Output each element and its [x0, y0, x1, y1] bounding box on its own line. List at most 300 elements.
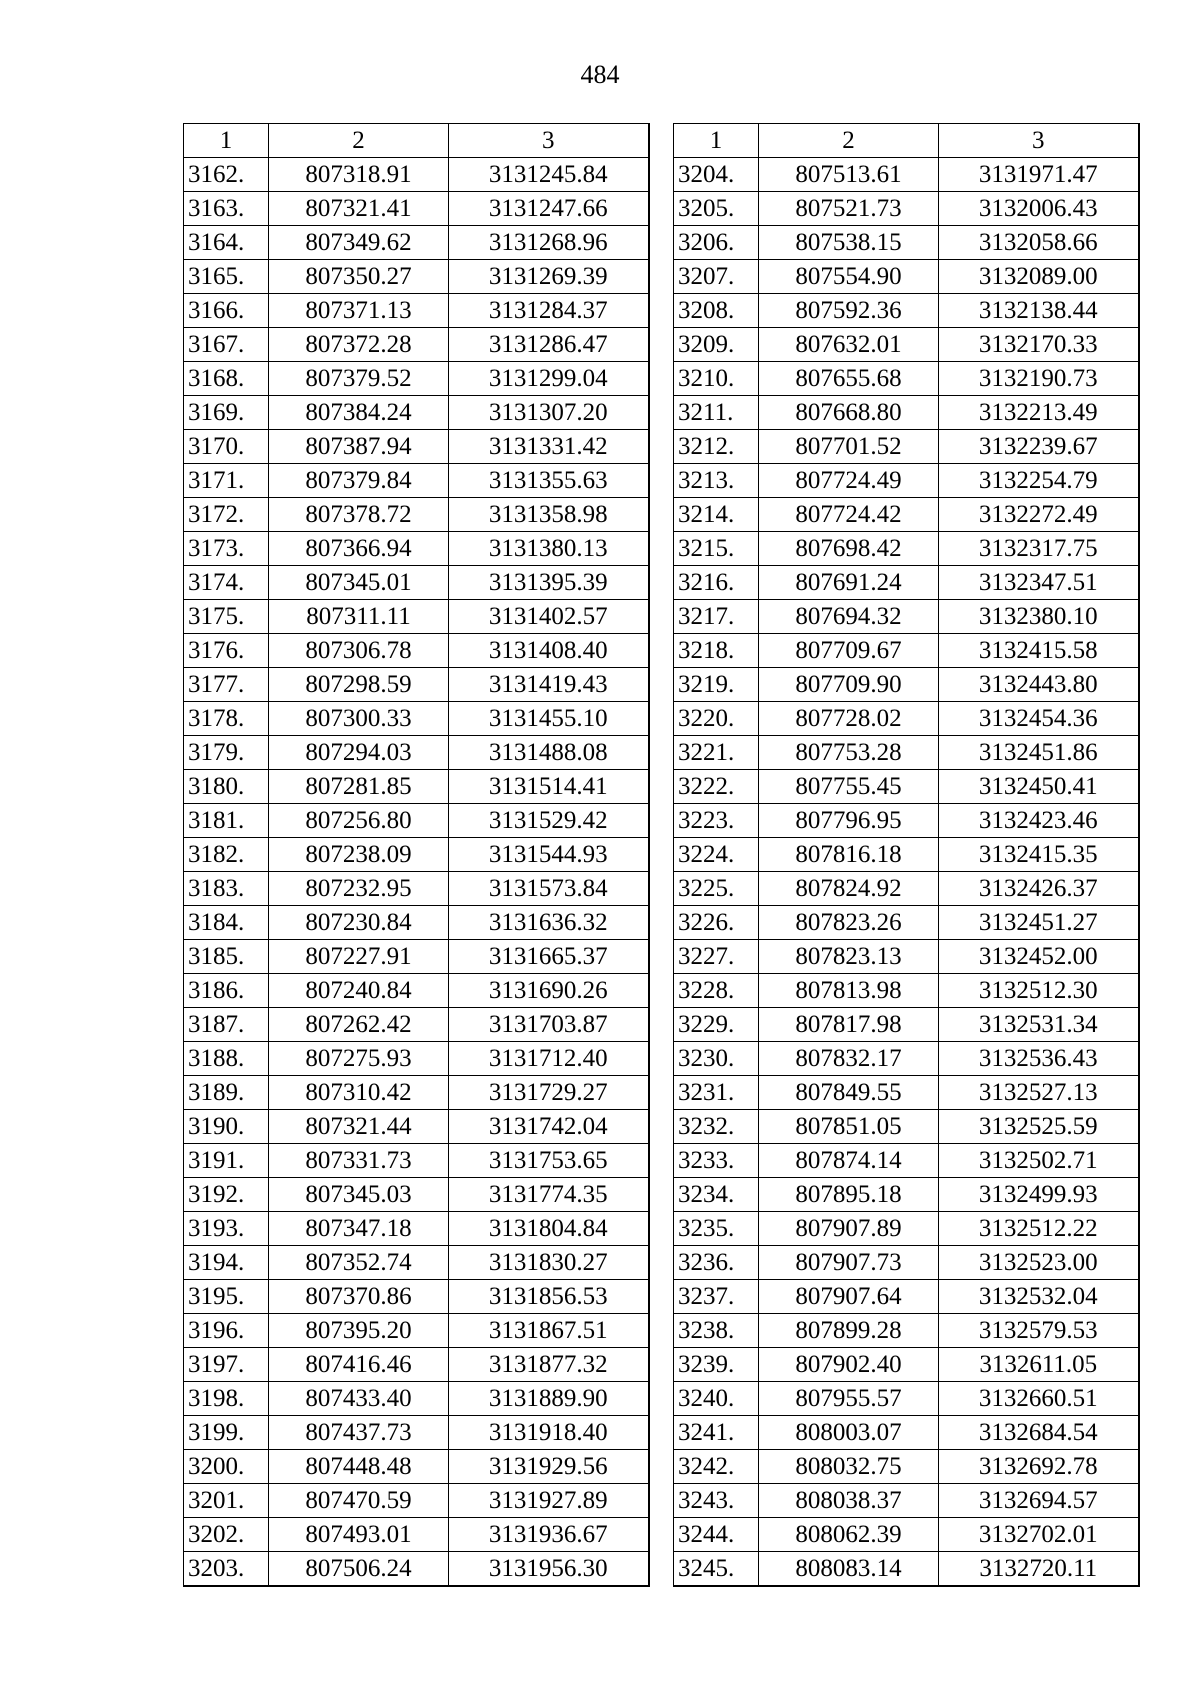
y-coordinate-cell: 3131355.63 — [449, 464, 649, 498]
point-number-cell: 3190. — [184, 1110, 269, 1144]
y-coordinate-cell: 3132450.41 — [939, 770, 1139, 804]
x-coordinate-cell: 807349.62 — [269, 226, 449, 260]
x-coordinate-cell: 807437.73 — [269, 1416, 449, 1450]
x-coordinate-cell: 807372.28 — [269, 328, 449, 362]
table-row — [184, 294, 649, 328]
y-coordinate-cell: 3131488.08 — [449, 736, 649, 770]
table-row — [184, 1416, 649, 1450]
x-coordinate-cell: 807227.91 — [269, 940, 449, 974]
table-row — [674, 804, 1139, 838]
table-row — [674, 430, 1139, 464]
y-coordinate-cell: 3132579.53 — [939, 1314, 1139, 1348]
table-row — [674, 192, 1139, 226]
point-number-cell: 3172. — [184, 498, 269, 532]
x-coordinate-cell: 808083.14 — [759, 1552, 939, 1587]
x-coordinate-cell: 807632.01 — [759, 328, 939, 362]
x-coordinate-cell: 807655.68 — [759, 362, 939, 396]
point-number-cell: 3197. — [184, 1348, 269, 1382]
point-number-cell: 3203. — [184, 1552, 269, 1587]
table-row — [184, 1348, 649, 1382]
y-coordinate-cell: 3132502.71 — [939, 1144, 1139, 1178]
table-row — [184, 1144, 649, 1178]
y-coordinate-cell: 3131830.27 — [449, 1246, 649, 1280]
point-number-cell: 3198. — [184, 1382, 269, 1416]
point-number-cell: 3173. — [184, 532, 269, 566]
table-row — [184, 192, 649, 226]
y-coordinate-cell: 3132443.80 — [939, 668, 1139, 702]
table-row — [674, 328, 1139, 362]
x-coordinate-cell: 807387.94 — [269, 430, 449, 464]
table-row — [674, 1076, 1139, 1110]
point-number-cell: 3193. — [184, 1212, 269, 1246]
point-number-cell: 3214. — [674, 498, 759, 532]
point-number-cell: 3196. — [184, 1314, 269, 1348]
table-row — [184, 600, 649, 634]
x-coordinate-cell: 807493.01 — [269, 1518, 449, 1552]
point-number-cell: 3166. — [184, 294, 269, 328]
table-row — [184, 1008, 649, 1042]
y-coordinate-cell: 3131408.40 — [449, 634, 649, 668]
point-number-cell: 3184. — [184, 906, 269, 940]
x-coordinate-cell: 808038.37 — [759, 1484, 939, 1518]
x-coordinate-cell: 807281.85 — [269, 770, 449, 804]
point-number-cell: 3170. — [184, 430, 269, 464]
table-row — [184, 1076, 649, 1110]
table-row — [674, 294, 1139, 328]
point-number-cell: 3225. — [674, 872, 759, 906]
x-coordinate-cell: 807538.15 — [759, 226, 939, 260]
point-number-cell: 3245. — [674, 1552, 759, 1587]
x-coordinate-cell: 807416.46 — [269, 1348, 449, 1382]
point-number-cell: 3237. — [674, 1280, 759, 1314]
x-coordinate-cell: 807824.92 — [759, 872, 939, 906]
y-coordinate-cell: 3131877.32 — [449, 1348, 649, 1382]
y-coordinate-cell: 3132499.93 — [939, 1178, 1139, 1212]
point-number-cell: 3228. — [674, 974, 759, 1008]
coordinates-table-right — [673, 123, 1140, 1587]
table-row — [184, 872, 649, 906]
table-row — [674, 362, 1139, 396]
y-coordinate-cell: 3132415.58 — [939, 634, 1139, 668]
point-number-cell: 3242. — [674, 1450, 759, 1484]
y-coordinate-cell: 3132684.54 — [939, 1416, 1139, 1450]
point-number-cell: 3223. — [674, 804, 759, 838]
x-coordinate-cell: 807345.03 — [269, 1178, 449, 1212]
y-coordinate-cell: 3131573.84 — [449, 872, 649, 906]
y-coordinate-cell: 3131889.90 — [449, 1382, 649, 1416]
table-row — [674, 1314, 1139, 1348]
point-number-cell: 3216. — [674, 566, 759, 600]
x-coordinate-cell: 807506.24 — [269, 1552, 449, 1587]
y-coordinate-cell: 3131380.13 — [449, 532, 649, 566]
point-number-cell: 3208. — [674, 294, 759, 328]
y-coordinate-cell: 3131742.04 — [449, 1110, 649, 1144]
x-coordinate-cell: 807311.11 — [269, 600, 449, 634]
table-row — [674, 1416, 1139, 1450]
y-coordinate-cell: 3132213.49 — [939, 396, 1139, 430]
x-coordinate-cell: 807849.55 — [759, 1076, 939, 1110]
point-number-cell: 3234. — [674, 1178, 759, 1212]
y-coordinate-cell: 3132660.51 — [939, 1382, 1139, 1416]
x-coordinate-cell: 807350.27 — [269, 260, 449, 294]
x-coordinate-cell: 807352.74 — [269, 1246, 449, 1280]
table-row — [674, 1178, 1139, 1212]
point-number-cell: 3240. — [674, 1382, 759, 1416]
point-number-cell: 3178. — [184, 702, 269, 736]
header-cell-y: 3 — [449, 124, 649, 158]
table-row — [184, 464, 649, 498]
x-coordinate-cell: 807347.18 — [269, 1212, 449, 1246]
x-coordinate-cell: 807395.20 — [269, 1314, 449, 1348]
point-number-cell: 3171. — [184, 464, 269, 498]
y-coordinate-cell: 3131867.51 — [449, 1314, 649, 1348]
y-coordinate-cell: 3131269.39 — [449, 260, 649, 294]
table-row — [674, 464, 1139, 498]
table-row — [184, 668, 649, 702]
y-coordinate-cell: 3132058.66 — [939, 226, 1139, 260]
table-header-row — [674, 124, 1139, 158]
x-coordinate-cell: 807813.98 — [759, 974, 939, 1008]
point-number-cell: 3180. — [184, 770, 269, 804]
table-row — [674, 260, 1139, 294]
table-row — [674, 1008, 1139, 1042]
x-coordinate-cell: 807240.84 — [269, 974, 449, 1008]
y-coordinate-cell: 3131402.57 — [449, 600, 649, 634]
table-row — [184, 906, 649, 940]
table-row — [674, 1348, 1139, 1382]
table-row — [184, 974, 649, 1008]
y-coordinate-cell: 3132525.59 — [939, 1110, 1139, 1144]
x-coordinate-cell: 807899.28 — [759, 1314, 939, 1348]
point-number-cell: 3241. — [674, 1416, 759, 1450]
y-coordinate-cell: 3131690.26 — [449, 974, 649, 1008]
y-coordinate-cell: 3132347.51 — [939, 566, 1139, 600]
table-row — [184, 1212, 649, 1246]
table-row — [674, 770, 1139, 804]
table-row — [184, 804, 649, 838]
x-coordinate-cell: 807370.86 — [269, 1280, 449, 1314]
y-coordinate-cell: 3132190.73 — [939, 362, 1139, 396]
table-row — [184, 1314, 649, 1348]
y-coordinate-cell: 3131856.53 — [449, 1280, 649, 1314]
point-number-cell: 3221. — [674, 736, 759, 770]
table-row — [674, 872, 1139, 906]
y-coordinate-cell: 3132720.11 — [939, 1552, 1139, 1587]
table-row — [674, 736, 1139, 770]
table-row — [674, 1280, 1139, 1314]
x-coordinate-cell: 807318.91 — [269, 158, 449, 192]
point-number-cell: 3175. — [184, 600, 269, 634]
point-number-cell: 3235. — [674, 1212, 759, 1246]
table-row — [184, 158, 649, 192]
table-row — [674, 158, 1139, 192]
y-coordinate-cell: 3132423.46 — [939, 804, 1139, 838]
point-number-cell: 3204. — [674, 158, 759, 192]
point-number-cell: 3227. — [674, 940, 759, 974]
point-number-cell: 3211. — [674, 396, 759, 430]
point-number-cell: 3212. — [674, 430, 759, 464]
y-coordinate-cell: 3132317.75 — [939, 532, 1139, 566]
table-row — [674, 1212, 1139, 1246]
x-coordinate-cell: 807378.72 — [269, 498, 449, 532]
x-coordinate-cell: 807823.26 — [759, 906, 939, 940]
table-row — [674, 600, 1139, 634]
point-number-cell: 3182. — [184, 838, 269, 872]
y-coordinate-cell: 3131299.04 — [449, 362, 649, 396]
y-coordinate-cell: 3131395.39 — [449, 566, 649, 600]
y-coordinate-cell: 3131268.96 — [449, 226, 649, 260]
point-number-cell: 3191. — [184, 1144, 269, 1178]
x-coordinate-cell: 807832.17 — [759, 1042, 939, 1076]
point-number-cell: 3189. — [184, 1076, 269, 1110]
y-coordinate-cell: 3132426.37 — [939, 872, 1139, 906]
table-row — [184, 1246, 649, 1280]
point-number-cell: 3220. — [674, 702, 759, 736]
point-number-cell: 3186. — [184, 974, 269, 1008]
x-coordinate-cell: 807384.24 — [269, 396, 449, 430]
table-row — [674, 838, 1139, 872]
y-coordinate-cell: 3131331.42 — [449, 430, 649, 464]
table-row — [674, 1144, 1139, 1178]
x-coordinate-cell: 807331.73 — [269, 1144, 449, 1178]
y-coordinate-cell: 3132527.13 — [939, 1076, 1139, 1110]
x-coordinate-cell: 807300.33 — [269, 702, 449, 736]
table-row — [674, 974, 1139, 1008]
y-coordinate-cell: 3131774.35 — [449, 1178, 649, 1212]
y-coordinate-cell: 3131358.98 — [449, 498, 649, 532]
y-coordinate-cell: 3131665.37 — [449, 940, 649, 974]
y-coordinate-cell: 3131927.89 — [449, 1484, 649, 1518]
point-number-cell: 3188. — [184, 1042, 269, 1076]
point-number-cell: 3206. — [674, 226, 759, 260]
point-number-cell: 3222. — [674, 770, 759, 804]
y-coordinate-cell: 3131247.66 — [449, 192, 649, 226]
y-coordinate-cell: 3131455.10 — [449, 702, 649, 736]
table-row — [184, 430, 649, 464]
table-row — [184, 1280, 649, 1314]
table-row — [674, 1110, 1139, 1144]
point-number-cell: 3177. — [184, 668, 269, 702]
table-row — [674, 566, 1139, 600]
x-coordinate-cell: 808003.07 — [759, 1416, 939, 1450]
y-coordinate-cell: 3132089.00 — [939, 260, 1139, 294]
point-number-cell: 3201. — [184, 1484, 269, 1518]
y-coordinate-cell: 3132006.43 — [939, 192, 1139, 226]
table-row — [674, 906, 1139, 940]
point-number-cell: 3213. — [674, 464, 759, 498]
table-row — [674, 396, 1139, 430]
point-number-cell: 3209. — [674, 328, 759, 362]
point-number-cell: 3174. — [184, 566, 269, 600]
point-number-cell: 3164. — [184, 226, 269, 260]
table-header-row — [184, 124, 649, 158]
x-coordinate-cell: 807709.67 — [759, 634, 939, 668]
x-coordinate-cell: 807668.80 — [759, 396, 939, 430]
y-coordinate-cell: 3132272.49 — [939, 498, 1139, 532]
coordinates-table-left — [183, 123, 650, 1587]
point-number-cell: 3233. — [674, 1144, 759, 1178]
point-number-cell: 3218. — [674, 634, 759, 668]
header-cell-x: 2 — [269, 124, 449, 158]
page-number: 484 — [580, 60, 620, 89]
table-row — [674, 1552, 1139, 1587]
point-number-cell: 3181. — [184, 804, 269, 838]
y-coordinate-cell: 3131703.87 — [449, 1008, 649, 1042]
y-coordinate-cell: 3132512.30 — [939, 974, 1139, 1008]
x-coordinate-cell: 807753.28 — [759, 736, 939, 770]
x-coordinate-cell: 807298.59 — [269, 668, 449, 702]
x-coordinate-cell: 807448.48 — [269, 1450, 449, 1484]
x-coordinate-cell: 807724.42 — [759, 498, 939, 532]
x-coordinate-cell: 807310.42 — [269, 1076, 449, 1110]
y-coordinate-cell: 3131544.93 — [449, 838, 649, 872]
table-row — [184, 396, 649, 430]
y-coordinate-cell: 3132254.79 — [939, 464, 1139, 498]
y-coordinate-cell: 3132239.67 — [939, 430, 1139, 464]
x-coordinate-cell: 807691.24 — [759, 566, 939, 600]
header-cell-number: 1 — [184, 124, 269, 158]
x-coordinate-cell: 807701.52 — [759, 430, 939, 464]
table-row — [184, 260, 649, 294]
x-coordinate-cell: 807728.02 — [759, 702, 939, 736]
y-coordinate-cell: 3132512.22 — [939, 1212, 1139, 1246]
y-coordinate-cell: 3132531.34 — [939, 1008, 1139, 1042]
point-number-cell: 3183. — [184, 872, 269, 906]
table-row — [674, 1246, 1139, 1280]
x-coordinate-cell: 807521.73 — [759, 192, 939, 226]
x-coordinate-cell: 807907.64 — [759, 1280, 939, 1314]
x-coordinate-cell: 807366.94 — [269, 532, 449, 566]
y-coordinate-cell: 3132415.35 — [939, 838, 1139, 872]
x-coordinate-cell: 807709.90 — [759, 668, 939, 702]
point-number-cell: 3176. — [184, 634, 269, 668]
point-number-cell: 3195. — [184, 1280, 269, 1314]
table-row — [184, 1450, 649, 1484]
table-row — [674, 1042, 1139, 1076]
x-coordinate-cell: 807294.03 — [269, 736, 449, 770]
point-number-cell: 3168. — [184, 362, 269, 396]
header-cell-y: 3 — [939, 124, 1139, 158]
point-number-cell: 3192. — [184, 1178, 269, 1212]
table-row — [184, 736, 649, 770]
x-coordinate-cell: 807694.32 — [759, 600, 939, 634]
x-coordinate-cell: 807470.59 — [269, 1484, 449, 1518]
x-coordinate-cell: 807433.40 — [269, 1382, 449, 1416]
y-coordinate-cell: 3131529.42 — [449, 804, 649, 838]
point-number-cell: 3187. — [184, 1008, 269, 1042]
table-row — [184, 940, 649, 974]
y-coordinate-cell: 3132452.00 — [939, 940, 1139, 974]
x-coordinate-cell: 808062.39 — [759, 1518, 939, 1552]
table-row — [674, 1382, 1139, 1416]
x-coordinate-cell: 807851.05 — [759, 1110, 939, 1144]
x-coordinate-cell: 807238.09 — [269, 838, 449, 872]
y-coordinate-cell: 3131284.37 — [449, 294, 649, 328]
point-number-cell: 3226. — [674, 906, 759, 940]
table-row — [674, 668, 1139, 702]
table-row — [674, 498, 1139, 532]
x-coordinate-cell: 807345.01 — [269, 566, 449, 600]
point-number-cell: 3207. — [674, 260, 759, 294]
x-coordinate-cell: 807513.61 — [759, 158, 939, 192]
point-number-cell: 3169. — [184, 396, 269, 430]
y-coordinate-cell: 3132454.36 — [939, 702, 1139, 736]
x-coordinate-cell: 807823.13 — [759, 940, 939, 974]
x-coordinate-cell: 807321.44 — [269, 1110, 449, 1144]
x-coordinate-cell: 807796.95 — [759, 804, 939, 838]
x-coordinate-cell: 807371.13 — [269, 294, 449, 328]
x-coordinate-cell: 807698.42 — [759, 532, 939, 566]
x-coordinate-cell: 807592.36 — [759, 294, 939, 328]
y-coordinate-cell: 3131419.43 — [449, 668, 649, 702]
table-row — [184, 1382, 649, 1416]
x-coordinate-cell: 807262.42 — [269, 1008, 449, 1042]
table-row — [184, 1484, 649, 1518]
x-coordinate-cell: 808032.75 — [759, 1450, 939, 1484]
y-coordinate-cell: 3132380.10 — [939, 600, 1139, 634]
x-coordinate-cell: 807817.98 — [759, 1008, 939, 1042]
y-coordinate-cell: 3132451.27 — [939, 906, 1139, 940]
y-coordinate-cell: 3131307.20 — [449, 396, 649, 430]
header-cell-number: 1 — [674, 124, 759, 158]
table-row — [184, 226, 649, 260]
point-number-cell: 3236. — [674, 1246, 759, 1280]
x-coordinate-cell: 807256.80 — [269, 804, 449, 838]
table-row — [674, 634, 1139, 668]
x-coordinate-cell: 807232.95 — [269, 872, 449, 906]
point-number-cell: 3244. — [674, 1518, 759, 1552]
table-row — [184, 328, 649, 362]
y-coordinate-cell: 3131918.40 — [449, 1416, 649, 1450]
y-coordinate-cell: 3132536.43 — [939, 1042, 1139, 1076]
table-row — [184, 1110, 649, 1144]
point-number-cell: 3167. — [184, 328, 269, 362]
x-coordinate-cell: 807955.57 — [759, 1382, 939, 1416]
header-cell-x: 2 — [759, 124, 939, 158]
point-number-cell: 3194. — [184, 1246, 269, 1280]
y-coordinate-cell: 3131729.27 — [449, 1076, 649, 1110]
point-number-cell: 3243. — [674, 1484, 759, 1518]
point-number-cell: 3217. — [674, 600, 759, 634]
point-number-cell: 3231. — [674, 1076, 759, 1110]
y-coordinate-cell: 3131929.56 — [449, 1450, 649, 1484]
x-coordinate-cell: 807554.90 — [759, 260, 939, 294]
x-coordinate-cell: 807902.40 — [759, 1348, 939, 1382]
y-coordinate-cell: 3131936.67 — [449, 1518, 649, 1552]
point-number-cell: 3229. — [674, 1008, 759, 1042]
y-coordinate-cell: 3131286.47 — [449, 328, 649, 362]
x-coordinate-cell: 807275.93 — [269, 1042, 449, 1076]
y-coordinate-cell: 3132532.04 — [939, 1280, 1139, 1314]
y-coordinate-cell: 3132451.86 — [939, 736, 1139, 770]
point-number-cell: 3215. — [674, 532, 759, 566]
table-row — [184, 498, 649, 532]
table-row — [184, 634, 649, 668]
y-coordinate-cell: 3131804.84 — [449, 1212, 649, 1246]
y-coordinate-cell: 3131636.32 — [449, 906, 649, 940]
point-number-cell: 3199. — [184, 1416, 269, 1450]
table-row — [674, 702, 1139, 736]
table-row — [184, 532, 649, 566]
x-coordinate-cell: 807907.89 — [759, 1212, 939, 1246]
table-row — [674, 940, 1139, 974]
y-coordinate-cell: 3131245.84 — [449, 158, 649, 192]
x-coordinate-cell: 807724.49 — [759, 464, 939, 498]
table-row — [184, 702, 649, 736]
table-row — [184, 362, 649, 396]
y-coordinate-cell: 3132692.78 — [939, 1450, 1139, 1484]
point-number-cell: 3165. — [184, 260, 269, 294]
